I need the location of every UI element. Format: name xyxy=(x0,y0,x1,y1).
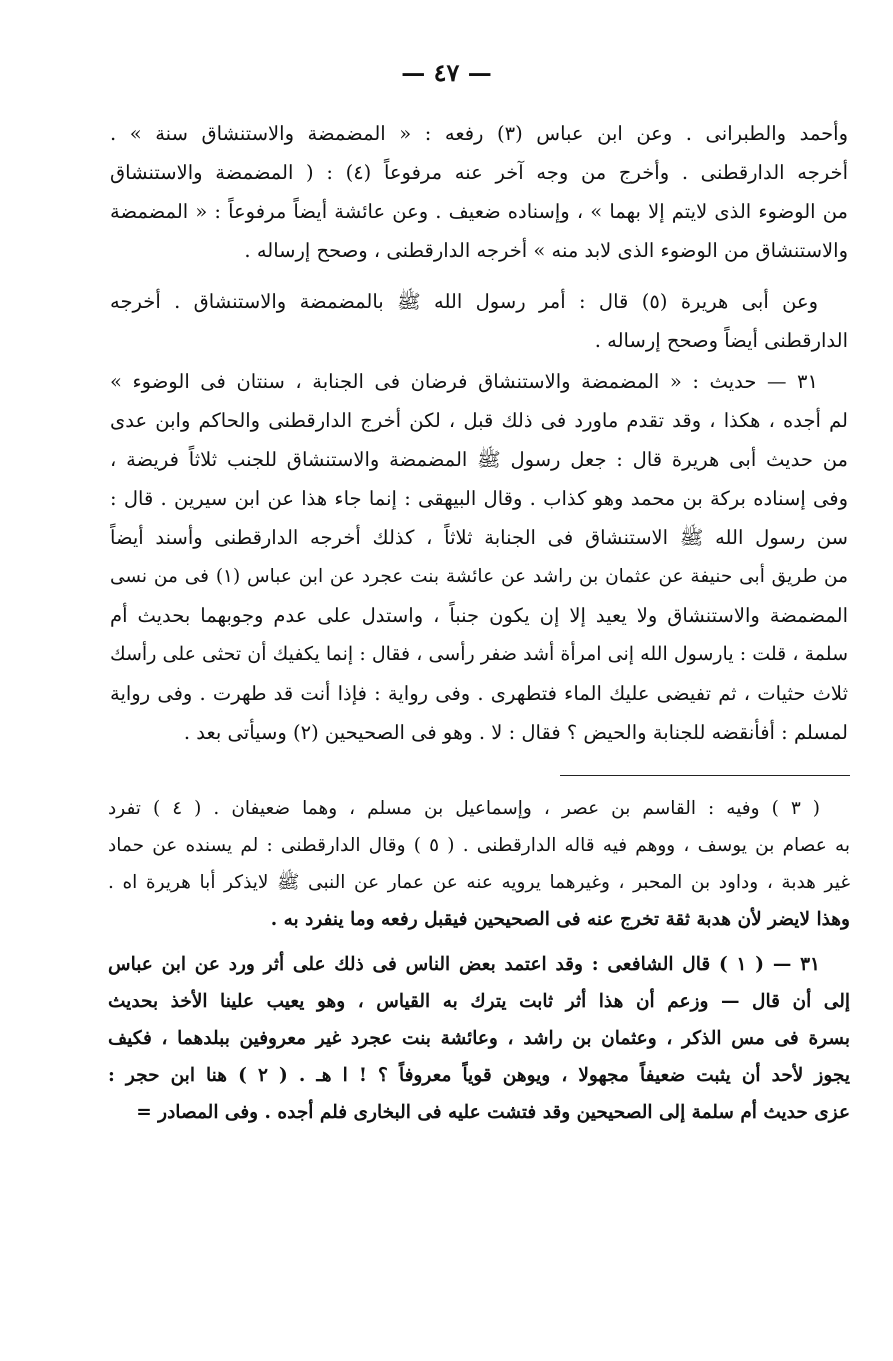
footnotes-1 xyxy=(108,790,850,938)
footnote-line: يجوز لأحد أن يثبت ضعيفاً مجهولا ، ويوهن قوياً معروفاً ؟ ! ا هـ . ( ٢ ) هنا ابن حجر : xyxy=(108,1065,850,1086)
text-line: سن رسول الله ﷺ الاستنشاق فى الجنابة ثلاثاً ، كذلك أخرجه الدارقطنى وأسند أيضاً xyxy=(110,526,848,549)
text-line: وفى إسناده بركة بن محمد وهو كذاب . وقال البيهقى : إنما جاء هذا عن ابن سيرين . قال : xyxy=(110,487,848,510)
text-line: لم أجده ، هكذا ، وقد تقدم ماورد فى ذلك قبل ، لكن أخرج الدارقطنى والحاكم وابن عدى xyxy=(110,409,848,432)
page-number: — ٤٧ — xyxy=(401,58,492,87)
text-line: سلمة ، قلت : يارسول الله إنى امرأة أشد ضفر رأسى ، فقال : إنما يكفيك أن تحثى على رأسك xyxy=(110,643,848,665)
text-line: والاستنشاق من الوضوء الذى لابد منه » أخرجه الدارقطنى ، وصحح إرساله . xyxy=(244,239,848,262)
text-line: من طريق أبى حنيفة عن عثمان بن راشد عن عائشة بنت عجرد عن ابن عباس (١) فى من نسى xyxy=(110,566,848,587)
footnote-line: بسرة فى مس الذكر ، وعثمان بن راشد ، وعائشة بنت عجرد غير معروفين ببلدهما ، فكيف xyxy=(108,1028,850,1049)
paragraph-hadith-31 xyxy=(110,362,848,752)
text-line: وأحمد والطبرانى . وعن ابن عباس (٣) رفعه : « المضمضة والاستنشاق سنة » . xyxy=(110,122,848,145)
footnote-line: ( ٣ ) وفيه : القاسم بن عصر ، وإسماعيل بن مسلم ، وهما ضعيفان . ( ٤ ) تفرد xyxy=(108,798,820,819)
text-line: ثلاث حثيات ، ثم تفيضى عليك الماء فتطهرى . وفى رواية : فإذا أنت قد طهرت . وفى رواية xyxy=(110,682,848,705)
paragraph-1 xyxy=(110,114,848,270)
footnote-line: به عصام بن يوسف ، ووهم فيه قاله الدارقطنى . ( ٥ ) وقال الدارقطنى : لم يسنده عن حماد xyxy=(108,835,850,856)
text-line: الدارقطنى أيضاً وصحح إرساله . xyxy=(594,329,848,352)
footnote-line: غير هدبة ، وداود بن المحبر ، وغيرهما يرويه عنه عن عمار عن النبى ﷺ لايذكر أبا هريرة اه . xyxy=(108,872,850,893)
footnotes-2 xyxy=(108,946,850,1131)
text-line: أخرجه الدارقطنى . وأخرج من وجه آخر عنه مرفوعاً (٤) : ( المضمضة والاستنشاق xyxy=(110,161,848,184)
text-line: لمسلم : أفأنقضه للجنابة والحيض ؟ فقال : لا . وهو فى الصحيحين (٢) وسيأتى بعد . xyxy=(183,721,848,744)
text-line: المضمضة والاستنشاق ولا يعيد إلا إن يكون جنباً ، واستدل على عدم وجوبهما بحديث أم xyxy=(110,604,848,627)
footnote-line: وهذا لايضر لأن هدبة ثقة تخرج عنه فى الصحيحين فيقبل رفعه وما ينفرد به . xyxy=(270,909,850,930)
footnote-line: إلى أن قال — وزعم أن هذا أثر ثابت يترك به القياس ، وهو يعيب علينا الأخذ بحديث xyxy=(108,991,850,1012)
text-line: ٣١ — حديث : « المضمضة والاستنشاق فرضان فى الجنابة ، سنتان فى الوضوء » xyxy=(110,370,818,393)
footnote-line: ٣١ — ( ١ ) قال الشافعى : وقد اعتمد بعض الناس فى ذلك على أثر ورد عن ابن عباس xyxy=(108,954,820,975)
text-line: وعن أبى هريرة (٥) قال : أمر رسول الله ﷺ بالمضمضة والاستنشاق . أخرجه xyxy=(110,290,818,313)
text-line: من الوضوء الذى لايتم إلا بهما » ، وإسناده ضعيف . وعن عائشة أيضاً مرفوعاً : « المضمضة xyxy=(110,200,848,223)
footnote-divider xyxy=(560,775,850,776)
text-line: من حديث أبى هريرة قال : جعل رسول ﷺ المضمضة والاستنشاق للجنب ثلاثاً فريضة ، xyxy=(110,448,848,471)
footnote-line: عزى حديث أم سلمة إلى الصحيحين وقد فتشت عليه فى البخارى فلم أجده . وفى المصادر = xyxy=(136,1102,850,1123)
paragraph-2 xyxy=(110,282,848,360)
